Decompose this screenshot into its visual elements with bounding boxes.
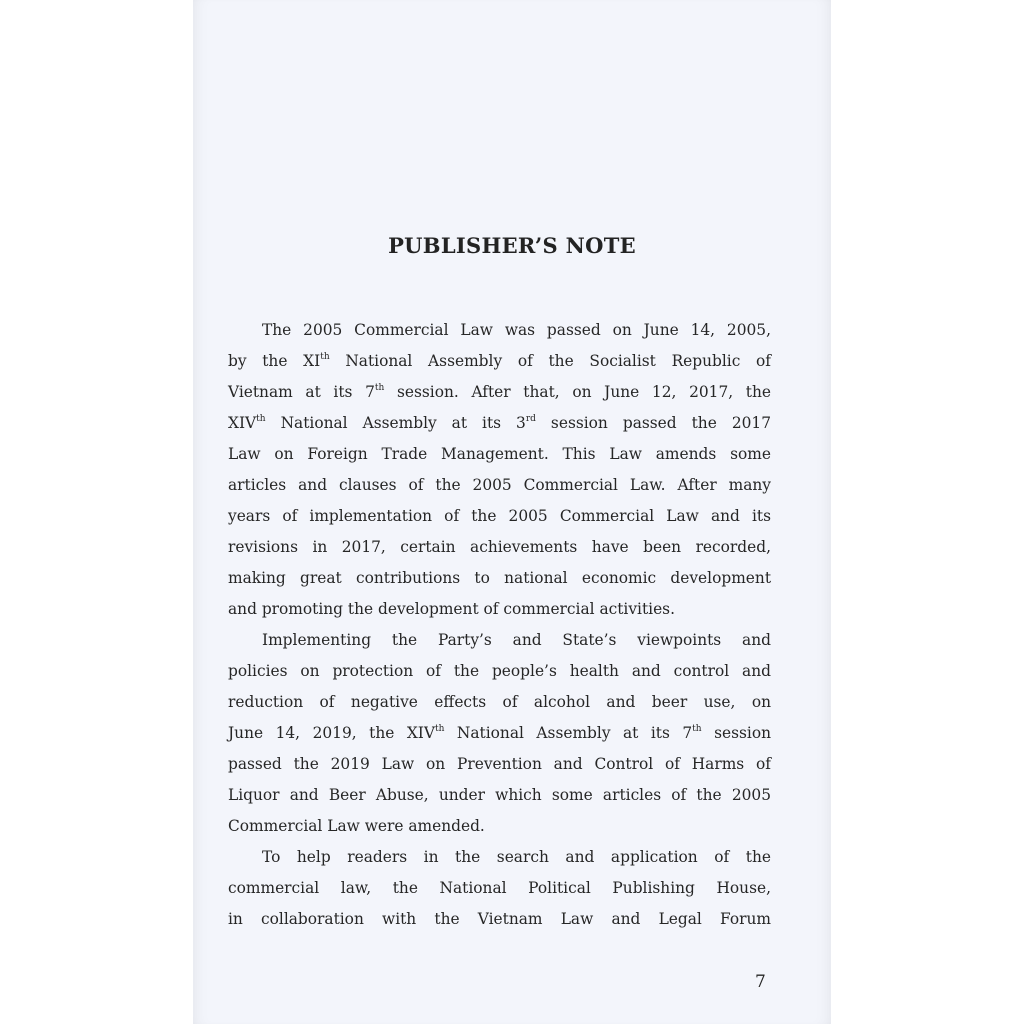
page-number: 7 bbox=[755, 972, 766, 992]
text-segment: National Assembly of the Socialist Republic of bbox=[329, 352, 772, 370]
paragraph bbox=[228, 842, 771, 935]
text-line bbox=[228, 532, 771, 563]
text-line bbox=[228, 873, 771, 904]
text-segment: by the XI bbox=[228, 352, 321, 370]
text-line bbox=[228, 315, 771, 346]
text-segment: in collaboration with the Vietnam Law and Legal Forum bbox=[228, 910, 771, 928]
text-segment: commercial law, the National Political Publishing House, bbox=[228, 879, 771, 897]
text-segment: To help readers in the search and application of the bbox=[262, 848, 771, 866]
text-line bbox=[228, 408, 771, 439]
superscript: th bbox=[374, 382, 385, 393]
text-segment: session passed the 2017 bbox=[535, 414, 771, 432]
text-line bbox=[228, 377, 771, 408]
text-line bbox=[228, 563, 771, 594]
text-line bbox=[228, 749, 771, 780]
text-segment: XIV bbox=[228, 414, 257, 432]
text-line bbox=[228, 439, 771, 470]
text-line bbox=[228, 470, 771, 501]
book-page bbox=[193, 0, 831, 1024]
text-line bbox=[228, 625, 771, 656]
superscript: rd bbox=[525, 413, 536, 424]
page-title: PUBLISHER’S NOTE bbox=[388, 233, 636, 258]
text-segment: National Assembly at its 7 bbox=[444, 724, 693, 742]
text-segment: and promoting the development of commercial activities. bbox=[228, 600, 675, 618]
text-segment: Law on Foreign Trade Management. This Law amends some bbox=[228, 445, 771, 463]
text-segment: Implementing the Party’s and State’s viewpoints and bbox=[262, 631, 771, 649]
superscript: th bbox=[692, 723, 702, 734]
body-text bbox=[228, 315, 771, 935]
superscript: th bbox=[256, 413, 266, 424]
text-segment: Vietnam at its 7 bbox=[228, 383, 375, 401]
text-line bbox=[228, 346, 771, 377]
text-line bbox=[228, 842, 771, 873]
text-segment: Liquor and Beer Abuse, under which some articles of the 2005 bbox=[228, 786, 771, 804]
superscript: th bbox=[320, 351, 330, 362]
text-segment: revisions in 2017, certain achievements have been recorded, bbox=[228, 538, 771, 556]
text-segment: session bbox=[701, 724, 771, 742]
text-segment: articles and clauses of the 2005 Commercial Law. After many bbox=[228, 476, 771, 494]
paragraph bbox=[228, 315, 771, 625]
text-line bbox=[228, 718, 771, 749]
text-line bbox=[228, 687, 771, 718]
text-line bbox=[228, 501, 771, 532]
text-segment: National Assembly at its 3 bbox=[265, 414, 526, 432]
text-segment: passed the 2019 Law on Prevention and Control of Harms of bbox=[228, 755, 771, 773]
text-segment: making great contributions to national economic development bbox=[228, 569, 771, 587]
text-segment: reduction of negative effects of alcohol and beer use, on bbox=[228, 693, 771, 711]
text-segment: session. After that, on June 12, 2017, the bbox=[384, 383, 772, 401]
superscript: th bbox=[434, 723, 445, 734]
text-line bbox=[228, 904, 771, 935]
text-segment: years of implementation of the 2005 Commercial Law and its bbox=[228, 507, 771, 525]
text-segment: policies on protection of the people’s health and control and bbox=[228, 662, 771, 680]
text-segment: The 2005 Commercial Law was passed on June 14, 2005, bbox=[262, 321, 771, 339]
text-line bbox=[228, 811, 771, 842]
text-line bbox=[228, 594, 771, 625]
text-line bbox=[228, 780, 771, 811]
text-segment: Commercial Law were amended. bbox=[228, 817, 485, 835]
text-segment: June 14, 2019, the XIV bbox=[228, 724, 435, 742]
paragraph bbox=[228, 625, 771, 842]
text-line bbox=[228, 656, 771, 687]
